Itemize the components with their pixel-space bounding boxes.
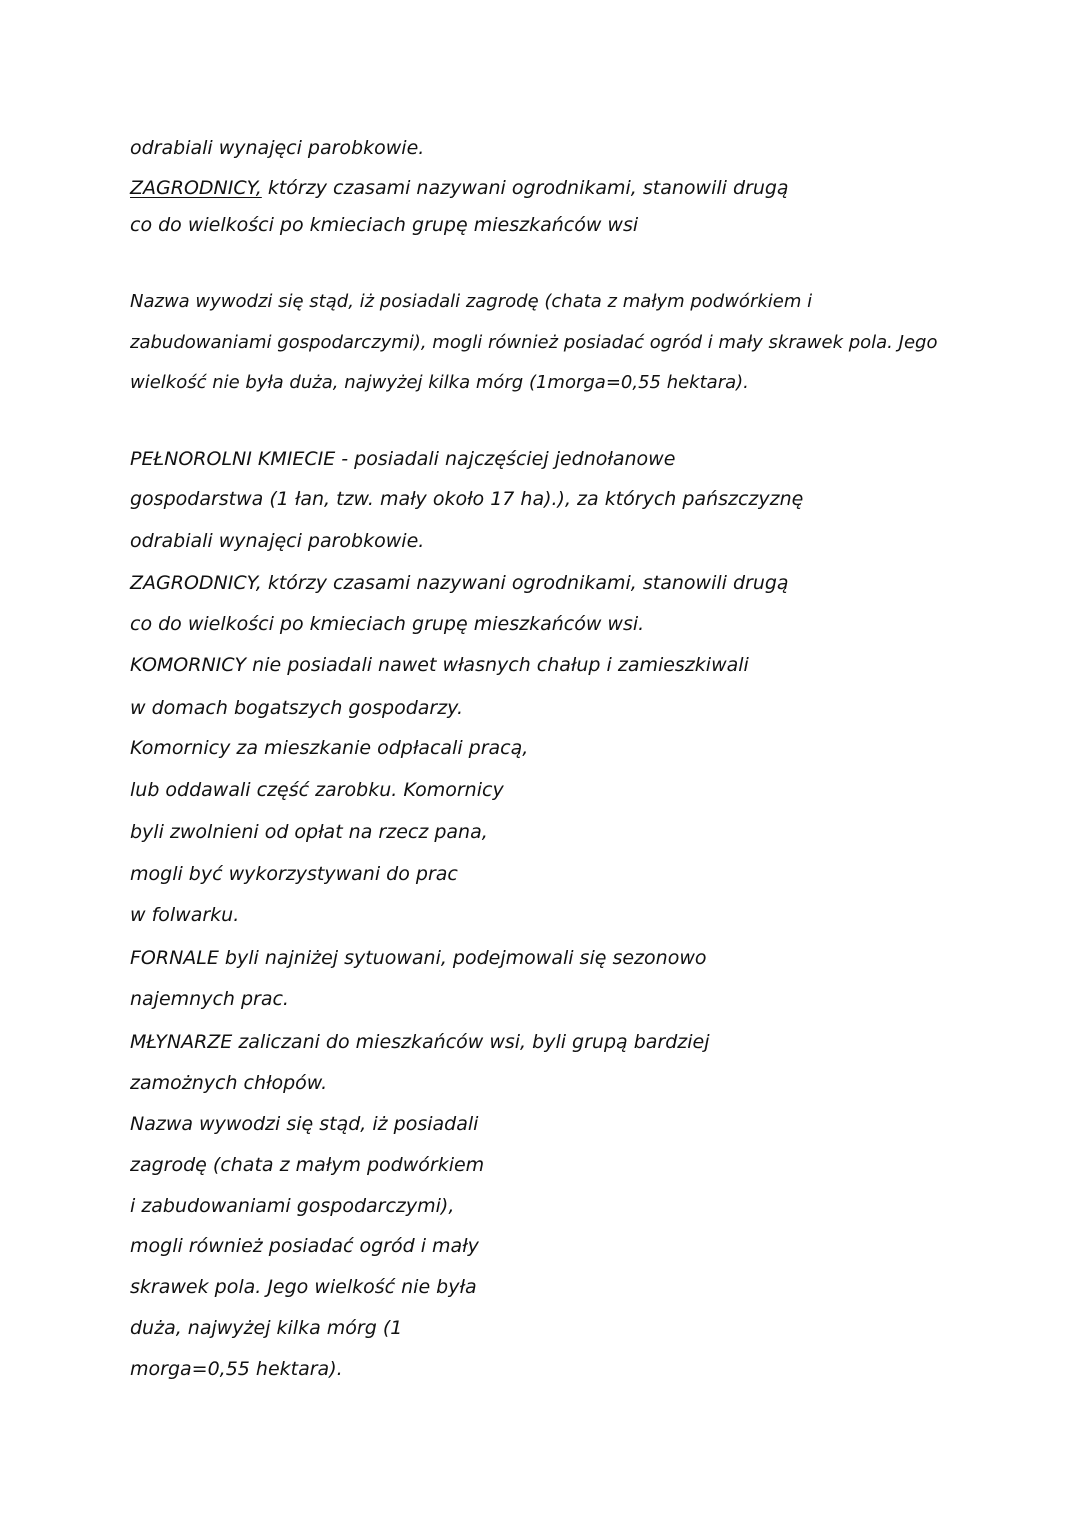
note-line-5: zabudowaniami gospodarczymi), mogli również posiadać ogród i mały skrawek pola. Jego [130,332,938,353]
note-line-26: mogli również posiadać ogród i mały [130,1235,479,1257]
note-line-13: w domach bogatszych gospodarzy. [130,697,463,719]
note-line-18: w folwarku. [130,904,240,926]
note-line-6: wielkość nie była duża, najwyżej kilka mórg (1morga=0,55 hektara). [130,372,749,393]
note-line-2-text: którzy czasami nazywani ogrodnikami, stanowili drugą [261,177,789,199]
note-line-7: PEŁNOROLNI KMIECIE - posiadali najczęściej jednołanowe [130,448,676,470]
note-line-3: co do wielkości po kmieciach grupę mieszkańców wsi [130,214,639,236]
note-line-8: gospodarstwa (1 łan, tzw. mały około 17 ha).), za których pańszczyznę [130,488,804,510]
note-line-20: najemnych prac. [130,988,289,1010]
note-line-16: byli zwolnieni od opłat na rzecz pana, [130,821,488,843]
note-line-9: odrabiali wynajęci parobkowie. [130,530,425,552]
note-line-24: zagrodę (chata z małym podwórkiem [130,1154,485,1176]
note-line-10: ZAGRODNICY, którzy czasami nazywani ogrodnikami, stanowili drugą [130,572,789,594]
note-line-23: Nazwa wywodzi się stąd, iż posiadali [130,1113,479,1135]
note-line-2 [130,179,789,198]
note-line-28: duża, najwyżej kilka mórg (1 [130,1317,403,1339]
note-line-29: morga=0,55 hektara). [130,1358,343,1380]
note-line-21: MŁYNARZE zaliczani do mieszkańców wsi, byli grupą bardziej [130,1031,710,1053]
note-line-4: Nazwa wywodzi się stąd, iż posiadali zagrodę (chata z małym podwórkiem i [130,291,813,312]
note-line-11: co do wielkości po kmieciach grupę mieszkańców wsi. [130,613,645,635]
note-line-17: mogli być wykorzystywani do prac [130,863,458,885]
note-line-27: skrawek pola. Jego wielkość nie była [130,1276,477,1298]
note-line-22: zamożnych chłopów. [130,1072,328,1094]
note-line-1: odrabiali wynajęci parobkowie. [130,137,425,159]
note-line-25: i zabudowaniami gospodarczymi), [130,1195,455,1217]
note-line-14: Komornicy za mieszkanie odpłacali pracą, [130,737,529,759]
note-line-12: KOMORNICY nie posiadali nawet własnych chałup i zamieszkiwali [130,654,749,676]
zagrodnicy-heading: ZAGRODNICY, [130,177,262,199]
note-line-19: FORNALE byli najniżej sytuowani, podejmowali się sezonowo [130,947,707,969]
note-line-15: lub oddawali część zarobku. Komornicy [130,779,504,801]
